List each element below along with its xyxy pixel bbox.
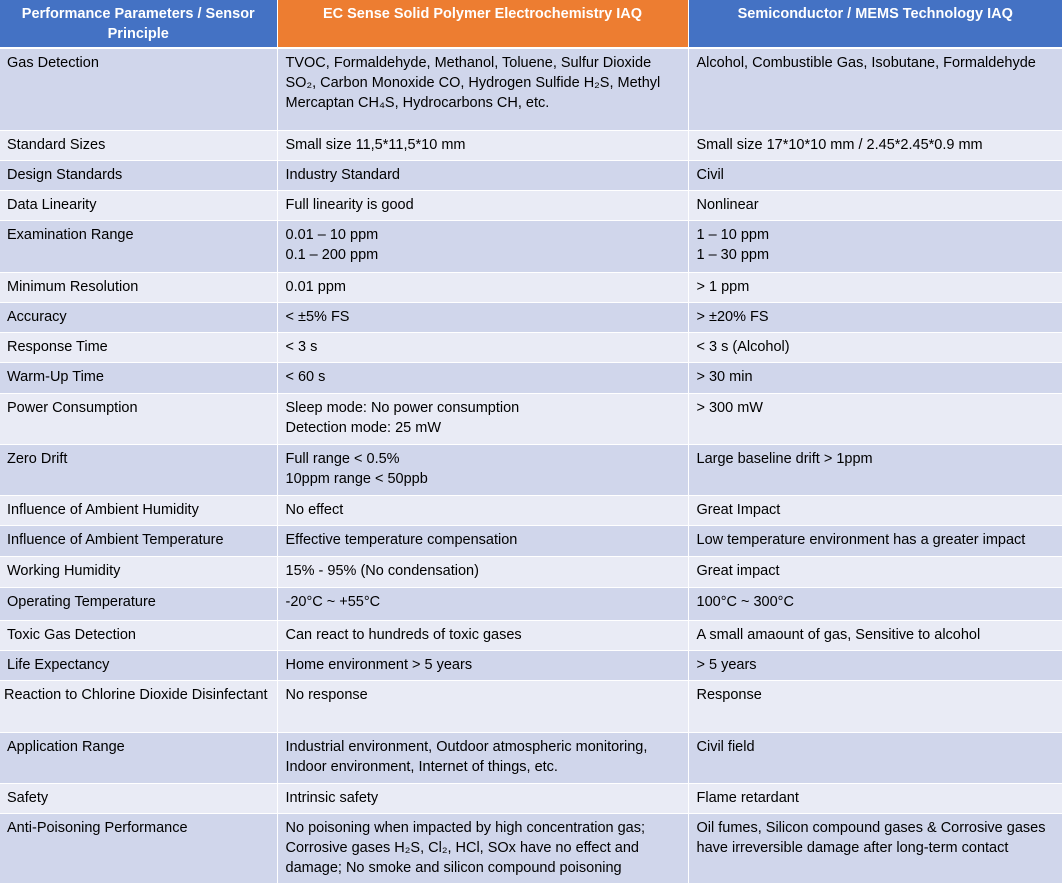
param-cell: Design Standards	[0, 160, 277, 190]
mems-cell: Civil	[688, 160, 1062, 190]
ec-sense-cell: 0.01 ppm	[277, 272, 688, 302]
ec-sense-cell: Sleep mode: No power consumption Detection mode: 25 mW	[277, 393, 688, 444]
mems-cell: Civil field	[688, 732, 1062, 783]
table-row	[0, 48, 1062, 130]
mems-cell: A small amaount of gas, Sensitive to alcohol	[688, 620, 1062, 650]
mems-cell: Nonlinear	[688, 190, 1062, 220]
mems-cell: Great impact	[688, 556, 1062, 587]
table-row	[0, 302, 1062, 332]
table-row	[0, 130, 1062, 160]
mems-cell: 1 – 10 ppm 1 – 30 ppm	[688, 220, 1062, 272]
ec-sense-cell: Intrinsic safety	[277, 783, 688, 813]
table-row	[0, 813, 1062, 883]
header-param: Performance Parameters / Sensor Principle	[0, 0, 277, 48]
ec-sense-cell: Can react to hundreds of toxic gases	[277, 620, 688, 650]
ec-sense-cell: Small size 11,5*11,5*10 mm	[277, 130, 688, 160]
table-row	[0, 732, 1062, 783]
param-cell: Standard Sizes	[0, 130, 277, 160]
ec-sense-cell: Effective temperature compensation	[277, 525, 688, 556]
table-row	[0, 393, 1062, 444]
param-cell: Toxic Gas Detection	[0, 620, 277, 650]
table-body	[0, 48, 1062, 883]
table-row	[0, 362, 1062, 393]
ec-sense-cell: 15% - 95% (No condensation)	[277, 556, 688, 587]
table-row	[0, 620, 1062, 650]
mems-cell: > 300 mW	[688, 393, 1062, 444]
param-cell: Safety	[0, 783, 277, 813]
table-row	[0, 190, 1062, 220]
mems-cell: 100°C ~ 300°C	[688, 587, 1062, 620]
table-row	[0, 556, 1062, 587]
mems-cell: > 30 min	[688, 362, 1062, 393]
mems-cell: Response	[688, 680, 1062, 732]
ec-sense-cell: Full range < 0.5% 10ppm range < 50ppb	[277, 444, 688, 495]
mems-cell: < 3 s (Alcohol)	[688, 332, 1062, 362]
table-row	[0, 587, 1062, 620]
param-cell: Warm-Up Time	[0, 362, 277, 393]
param-cell: Operating Temperature	[0, 587, 277, 620]
mems-cell: > 1 ppm	[688, 272, 1062, 302]
table-row	[0, 525, 1062, 556]
table-row	[0, 220, 1062, 272]
header-row	[0, 0, 1062, 48]
mems-cell: Large baseline drift > 1ppm	[688, 444, 1062, 495]
param-cell: Zero Drift	[0, 444, 277, 495]
param-cell: Minimum Resolution	[0, 272, 277, 302]
ec-sense-cell: Full linearity is good	[277, 190, 688, 220]
mems-cell: > 5 years	[688, 650, 1062, 680]
param-cell: Response Time	[0, 332, 277, 362]
table-row	[0, 650, 1062, 680]
table-row	[0, 680, 1062, 732]
ec-sense-cell: Industrial environment, Outdoor atmospheric monitoring, Indoor environment, Internet of things, etc.	[277, 732, 688, 783]
ec-sense-cell: TVOC, Formaldehyde, Methanol, Toluene, Sulfur Dioxide SO₂, Carbon Monoxide CO, Hydrogen Sulfide H₂S, Methyl Mercaptan CH₄S, Hydrocarbons CH, etc.	[277, 48, 688, 130]
header-mems: Semiconductor / MEMS Technology IAQ	[688, 0, 1062, 48]
table-row	[0, 444, 1062, 495]
ec-sense-cell: 0.01 – 10 ppm 0.1 – 200 ppm	[277, 220, 688, 272]
mems-cell: Small size 17*10*10 mm / 2.45*2.45*0.9 mm	[688, 130, 1062, 160]
table-row	[0, 495, 1062, 525]
mems-cell: > ±20% FS	[688, 302, 1062, 332]
mems-cell: Great Impact	[688, 495, 1062, 525]
mems-cell: Alcohol, Combustible Gas, Isobutane, Formaldehyde	[688, 48, 1062, 130]
param-cell: Power Consumption	[0, 393, 277, 444]
param-cell: Reaction to Chlorine Dioxide Disinfectant	[0, 680, 277, 732]
ec-sense-cell: < 60 s	[277, 362, 688, 393]
param-cell: Influence of Ambient Humidity	[0, 495, 277, 525]
param-cell: Application Range	[0, 732, 277, 783]
header-ec-sense: EC Sense Solid Polymer Electrochemistry IAQ	[277, 0, 688, 48]
ec-sense-cell: No effect	[277, 495, 688, 525]
ec-sense-cell: Home environment > 5 years	[277, 650, 688, 680]
ec-sense-cell: < 3 s	[277, 332, 688, 362]
mems-cell: Low temperature environment has a greater impact	[688, 525, 1062, 556]
ec-sense-cell: No response	[277, 680, 688, 732]
table-row	[0, 783, 1062, 813]
ec-sense-cell: -20°C ~ +55°C	[277, 587, 688, 620]
param-cell: Accuracy	[0, 302, 277, 332]
ec-sense-cell: Industry Standard	[277, 160, 688, 190]
param-cell: Life Expectancy	[0, 650, 277, 680]
table-row	[0, 272, 1062, 302]
ec-sense-cell: No poisoning when impacted by high concentration gas; Corrosive gases H₂S, Cl₂, HCl, SOx have no effect and damage; No smoke and silicon compound poisoning	[277, 813, 688, 883]
param-cell: Influence of Ambient Temperature	[0, 525, 277, 556]
mems-cell: Oil fumes, Silicon compound gases & Corrosive gases have irreversible damage after long-term contact	[688, 813, 1062, 883]
param-cell: Working Humidity	[0, 556, 277, 587]
param-cell: Anti-Poisoning Performance	[0, 813, 277, 883]
table-row	[0, 160, 1062, 190]
param-cell: Data Linearity	[0, 190, 277, 220]
ec-sense-cell: < ±5% FS	[277, 302, 688, 332]
mems-cell: Flame retardant	[688, 783, 1062, 813]
table-row	[0, 332, 1062, 362]
param-cell: Examination Range	[0, 220, 277, 272]
param-cell: Gas Detection	[0, 48, 277, 130]
